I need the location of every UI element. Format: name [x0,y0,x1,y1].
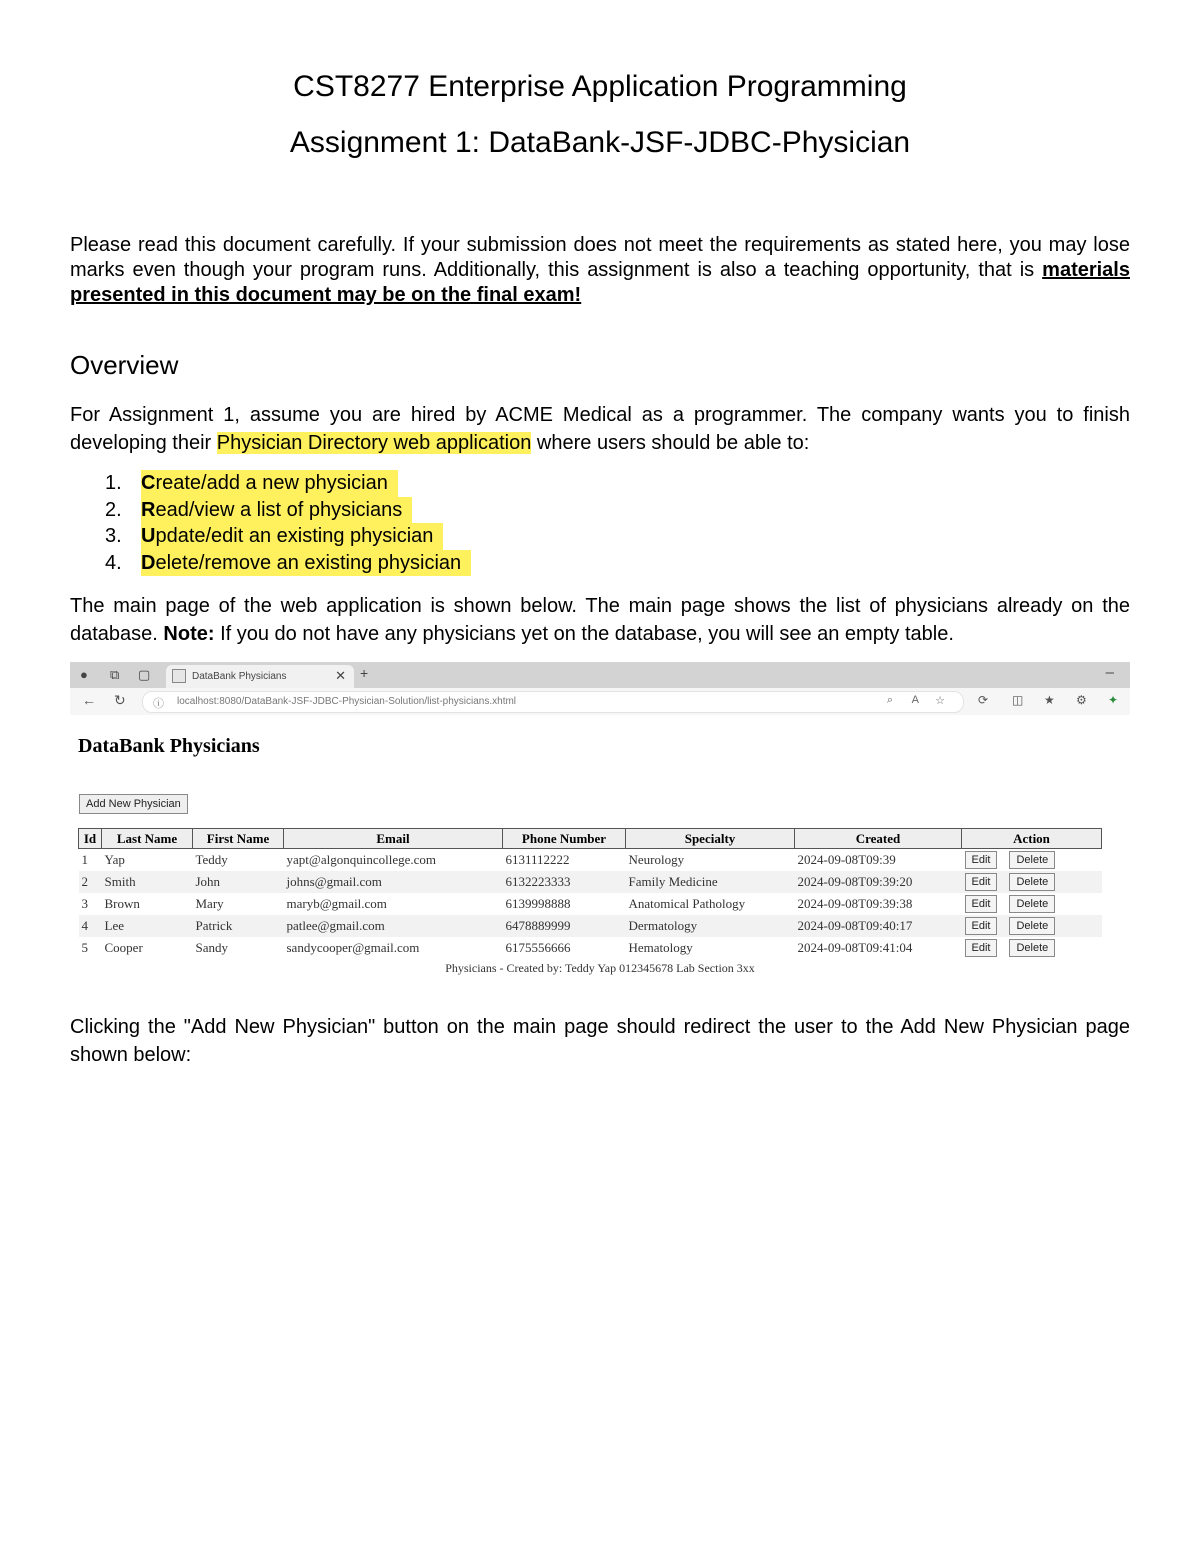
main-text-a: The main page of the web application is shown below. The main page shows the list of physicians already on the database. [70,595,1130,645]
cell-created: 2024-09-08T09:39:20 [795,871,962,893]
cell-phone: 6139998888 [505,896,571,911]
delete-button[interactable]: Delete [1009,873,1055,891]
main-page-paragraph [70,592,1130,648]
list-rest: elete/remove an existing physician [155,551,462,574]
tab-title: DataBank Physicians [192,671,287,682]
cell-last-name: Lee [102,915,193,937]
extensions-icon[interactable]: ⚙ [1076,693,1087,707]
overview-highlight: Physician Directory web application [216,432,532,454]
column-header: Email [284,829,503,849]
table-row [79,871,1102,893]
delete-button[interactable]: Delete [1009,895,1055,913]
intro-text: Please read this document carefully. If your submission does not meet the requirements as stated here, you may lose marks even though your program runs. Additionally, this assignment is also a teaching opportunity, that is [70,234,1130,281]
cell-phone: 6478889999 [503,915,626,937]
cell-created: 2024-09-08T09:39 [797,852,896,867]
favicon-icon [172,669,186,683]
edit-button[interactable]: Edit [965,873,998,891]
intro-paragraph [70,233,1130,308]
cell-email: yapt@algonquincollege.com [286,852,437,867]
cell-email: johns@gmail.com [284,871,503,893]
document-title: CST8277 Enterprise Application Programming [293,70,907,103]
favorite-icon[interactable]: ☆ [935,695,945,707]
favorites-icon[interactable]: ★ [1044,693,1055,707]
column-header: Phone Number [503,829,626,849]
split-screen-icon[interactable]: ◫ [1012,693,1024,707]
delete-button[interactable]: Delete [1009,939,1055,957]
list-number: 2. [105,498,122,521]
app-page-title: DataBank Physicians [78,735,260,757]
edit-button[interactable]: Edit [965,895,998,913]
cell-created: 2024-09-08T09:41:04 [797,940,913,955]
browser-tab-bar [70,662,1130,688]
add-new-physician-button[interactable]: Add New Physician [79,794,188,814]
close-tab-icon[interactable]: ✕ [335,668,346,683]
zoom-icon[interactable]: ⌕ [886,694,893,706]
cell-email: sandycooper@gmail.com [286,940,420,955]
column-header: Last Name [102,829,193,849]
cell-created: 2024-09-08T09:40:17 [795,915,962,937]
cell-email: maryb@gmail.com [286,896,387,911]
refresh-icon[interactable]: ⟳ [978,693,989,707]
cell-specialty: Family Medicine [626,871,795,893]
cell-last-name: Yap [104,852,125,867]
list-item [105,550,471,577]
profile-icon[interactable]: ● [80,667,88,682]
edit-button[interactable]: Edit [965,939,998,957]
list-text [141,497,412,524]
list-item [105,470,471,497]
cell-email: patlee@gmail.com [284,915,503,937]
cell-last-name: Brown [104,896,140,911]
table-row [79,893,1102,915]
list-rest: ead/view a list of physicians [155,498,403,521]
column-header: Specialty [626,829,795,849]
cell-action [962,893,1102,915]
app-footer: Physicians - Created by: Teddy Yap 012345678 Lab Section 3xx [445,961,755,975]
reload-icon[interactable]: ↻ [114,692,126,708]
list-rest: reate/add a new physician [155,472,388,494]
overview-heading: Overview [70,350,179,380]
cell-specialty: Neurology [628,852,685,867]
cell-specialty: Dermatology [626,915,795,937]
delete-button[interactable]: Delete [1009,851,1055,869]
list-item [105,523,471,550]
app-screenshot [70,662,1130,996]
cell-phone: 6132223333 [503,871,626,893]
cell-id: 1 [81,852,88,867]
list-letter: D [141,551,156,574]
edit-button[interactable]: Edit [965,851,998,869]
cell-action [962,915,1102,937]
url-text: localhost:8080/DataBank-JSF-JDBC-Physician-Solution/list-physicians.xhtml [177,696,517,707]
cell-id: 5 [81,940,88,955]
list-text [141,550,471,577]
column-header: Id [79,829,102,849]
cell-first-name: Sandy [195,940,228,955]
read-aloud-icon[interactable]: A [911,694,919,706]
intro-emphasis: materials presented in this document may be on the final exam! [70,259,1130,306]
back-icon[interactable]: ← [82,692,96,708]
overview-text-a: For Assignment 1, assume you are hired by ACME Medical as a programmer. The company wants you to finish developing their [70,404,1130,454]
list-letter: R [141,498,156,521]
new-tab-icon[interactable]: + [360,665,369,681]
note-label: Note: [163,623,215,645]
list-letter: C [141,472,156,494]
list-number: 4. [105,551,122,574]
cell-first-name: Teddy [195,852,228,867]
overview-paragraph [70,401,1130,457]
list-letter: U [141,525,156,547]
add-new-paragraph: Clicking the "Add New Physician" button on the main page should redirect the user to the Add New Physician page shown below: [70,1016,1130,1066]
cell-action [962,871,1102,893]
browser-tab[interactable] [166,665,354,688]
browser-address-bar [70,688,1130,715]
list-item [105,497,471,524]
cell-last-name: Cooper [104,940,143,955]
tab-actions-icon[interactable]: ▢ [138,667,151,682]
cell-phone: 6131112222 [505,852,570,867]
table-header-row [79,829,1102,849]
physicians-table [78,828,1102,959]
edit-button[interactable]: Edit [965,917,998,935]
cell-id: 4 [79,915,102,937]
delete-button[interactable]: Delete [1009,917,1055,935]
cell-first-name: John [193,871,284,893]
crud-list [105,470,471,576]
list-text [141,470,398,497]
minimize-icon[interactable]: – [1105,664,1114,681]
workspace-icon[interactable]: ⧉ [110,667,120,682]
cell-id: 3 [81,896,88,911]
table-row [79,915,1102,937]
url-field[interactable] [142,691,964,713]
table-row [79,849,1102,872]
cell-specialty: Anatomical Pathology [628,896,746,911]
main-text-b: If you do not have any physicians yet on the database, you will see an empty table. [214,623,954,645]
copilot-icon[interactable]: ✦ [1108,693,1119,707]
cell-phone: 6175556666 [505,940,571,955]
site-info-icon[interactable]: ⓘ [153,698,164,710]
list-number: 3. [105,525,122,547]
column-header: Created [795,829,962,849]
column-header: First Name [193,829,284,849]
cell-last-name: Smith [102,871,193,893]
cell-first-name: Patrick [193,915,284,937]
cell-specialty: Hematology [628,940,693,955]
cell-first-name: Mary [195,896,224,911]
list-number: 1. [105,472,122,494]
list-rest: pdate/edit an existing physician [155,525,434,547]
cell-id: 2 [79,871,102,893]
column-header: Action [962,829,1102,849]
cell-action [962,937,1102,959]
cell-action [962,849,1102,872]
list-text [141,523,443,550]
document-subtitle: Assignment 1: DataBank-JSF-JDBC-Physician [289,126,911,159]
table-row [79,937,1102,959]
cell-created: 2024-09-08T09:39:38 [797,896,913,911]
overview-text-b: where users should be able to: [531,432,810,454]
